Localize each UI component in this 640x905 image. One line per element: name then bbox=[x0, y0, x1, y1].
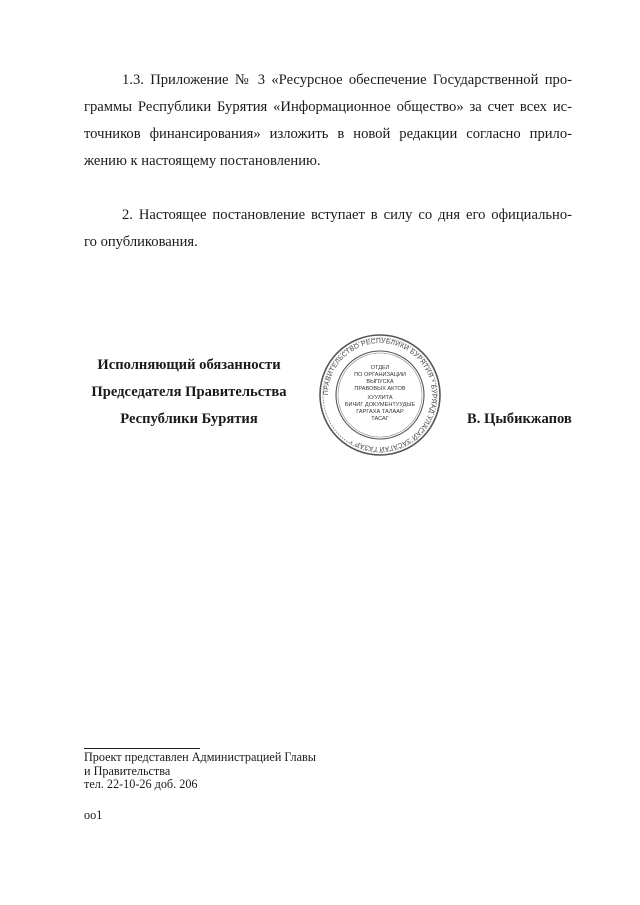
paragraph-line: го опубликования. bbox=[84, 234, 198, 250]
seal-center-line: ПО ОРГАНИЗАЦИИ bbox=[354, 372, 406, 378]
paragraph-line: точников финансирования» изложить в новой редакции согласно прило- bbox=[84, 126, 572, 142]
seal-center-line: ВЫПУСКА bbox=[366, 379, 394, 385]
seal-center-line: ОТДЕЛ bbox=[370, 365, 390, 371]
footnote-line: и Правительства bbox=[84, 763, 171, 778]
footnote-line: тел. 22-10-26 доб. 206 bbox=[84, 777, 198, 791]
paragraph-item-2 bbox=[84, 202, 572, 256]
footnote-contact bbox=[84, 751, 316, 792]
paragraph-line: 1.3. Приложение № 3 «Ресурсное обеспечение Государственной про- bbox=[122, 72, 572, 88]
signatory-position-line: Исполняющий обязанности bbox=[97, 357, 281, 373]
paragraph-line: 2. Настоящее постановление вступает в силу со дня его официально- bbox=[122, 207, 572, 223]
seal-center-line: БИЧИГ ДОКУМЕНТУУДЫЕ bbox=[344, 402, 416, 408]
seal-outer-text: ПРАВИТЕЛЬСТВО РЕСПУБЛИКИ БУРЯТИЯ * БУРЯАД УЛАСАЙ ЗАСАГАЙ ГАЗАР * bbox=[322, 337, 438, 453]
signatory-name: В. Цыбикжапов bbox=[467, 411, 572, 427]
paragraph-line: граммы Республики Бурятия «Информационное общество» за счет всех ис- bbox=[84, 99, 572, 115]
seal-center-line: ТАСАГ bbox=[371, 416, 389, 422]
signatory-position-line: Республики Бурятия bbox=[120, 411, 258, 427]
document-code: оо1 bbox=[84, 808, 103, 822]
seal-center-line: ПРАВОВЫХ АКТОВ bbox=[354, 386, 406, 392]
official-seal-stamp bbox=[318, 333, 442, 457]
footnote-divider bbox=[84, 748, 200, 749]
seal-center-line: ГАРГАХА ТАЛААР bbox=[356, 409, 404, 415]
paragraph-item-1-3 bbox=[84, 67, 572, 175]
paragraph-line: жению к настоящему постановлению. bbox=[84, 153, 321, 169]
signatory-position bbox=[84, 352, 294, 433]
seal-center-line: ХУУЛИТА bbox=[367, 395, 393, 401]
signatory-position-line: Председателя Правительства bbox=[91, 384, 287, 400]
footnote-line: Проект представлен Администрацией Главы bbox=[84, 750, 316, 764]
